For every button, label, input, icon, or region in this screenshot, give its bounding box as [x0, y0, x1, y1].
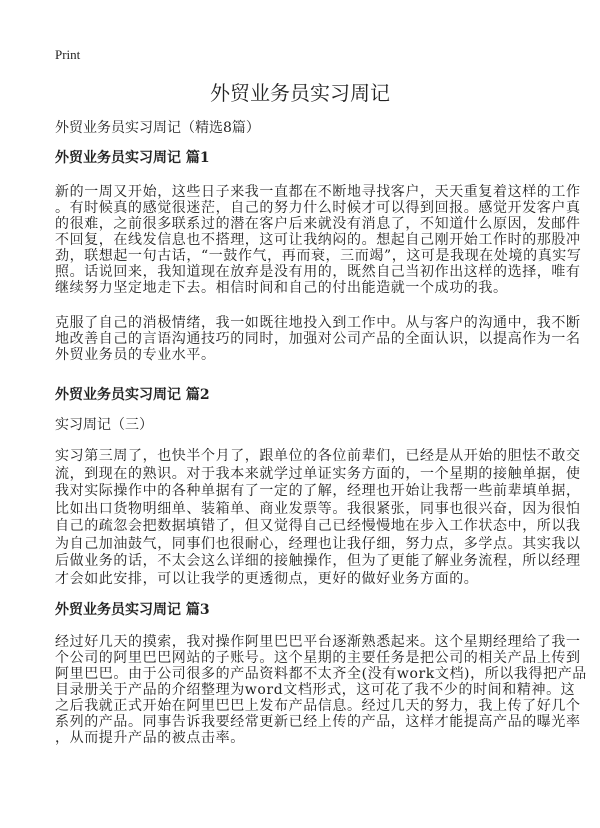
paragraph: [55, 448, 585, 588]
print-link[interactable]: Print: [55, 47, 81, 62]
paragraph-line: 劲，联想起一句古话，“一鼓作气，再而衰，三而竭”，这可是我现在处境的真实写: [55, 248, 582, 264]
paragraph-line: 经过好几天的摸索，我对操作阿里巴巴平台逐渐熟悉起来。这个星期经理给了我一: [55, 634, 581, 650]
document-subtitle: 外贸业务员实习周记（精选8篇）: [55, 120, 260, 136]
section-heading-3: 外贸业务员实习周记 篇3: [55, 602, 210, 618]
paragraph-line: 个公司的阿里巴巴网站的子账号。这个星期的主要任务是把公司的相关产品上传到: [55, 650, 581, 666]
paragraph-line: 不回复，在线发信息也不搭理，这可让我纳闷的。想起自己刚开始工作时的那股冲: [55, 232, 581, 248]
paragraph: [55, 634, 585, 746]
paragraph-line: 克服了自己的消极情绪，我一如既往地投入到工作中。从与客户的沟通中，我不断: [55, 315, 581, 331]
section-heading-2: 外贸业务员实习周记 篇2: [55, 387, 210, 403]
paragraph-line: 外贸业务员的专业水平。: [55, 347, 216, 363]
paragraph: [55, 315, 585, 363]
paragraph-line: 之后我就正式开始在阿里巴巴上发布产品信息。经过几天的努力，我上传了好几个: [55, 698, 581, 714]
paragraph-line: 继续努力坚定地走下去。相信时间和自己的付出能造就一个成功的我。: [55, 280, 508, 296]
paragraph-line: 的很难，之前很多联系过的潜在客户后来就没有消息了，不知道什么原因，发邮件: [55, 216, 581, 232]
paragraph-line: 地改善自己的言语沟通技巧的同时，加强对公司产品的全面认识，以提高作为一名: [55, 331, 581, 347]
paragraph-line: 后做业务的话，不太会这么详细的接触操作，但为了更能了解业务流程，所以经理: [55, 553, 581, 569]
paragraph-line: 自己的疏忽会把数据填错了，但又觉得自己已经慢慢地在步入工作状态中，所以我: [55, 518, 581, 534]
paragraph-line: 阿里巴巴。由于公司很多的产品资料都不太齐全(没有work文档)，所以我得把产品: [55, 666, 587, 682]
paragraph-line: 系列的产品。同事告诉我要经常更新已经上传的产品，这样才能提高产品的曝光率: [55, 714, 581, 730]
paragraph-line: 为自己加油鼓气，同事们也很耐心，经理也让我仔细，努力点，多学点。其实我以: [55, 535, 581, 552]
paragraph-line: 。有时候真的感觉很迷茫，自己的努力什么时候才可以得到回报。感觉开发客户真: [55, 200, 581, 216]
page-title: 外贸业务员实习周记: [210, 81, 390, 105]
paragraph-line: 流，到现在的熟识。对于我本来就学过单证实务方面的，一个星期的接触单据，使: [55, 465, 581, 482]
paragraph-line: 照。话说回来，我知道现在放弃是没有用的，既然自己当初作出这样的选择，唯有: [55, 264, 581, 280]
paragraph-line: 实习第三周了，也快半个月了，跟单位的各位前辈们，已经是从开始的胆怯不敢交: [55, 448, 581, 464]
paragraph-line: 目录册关于产品的介绍整理为word文档形式，这可花了我不少的时间和精神。这: [55, 682, 576, 698]
paragraph-line: 我对实际操作中的各种单据有了一定的了解，经理也开始让我帮一些前辈填单据，: [55, 483, 581, 499]
paragraph-line: 才会如此安排，可以让我学的更透彻点，更好的做好业务方面的。: [55, 570, 479, 587]
paragraph-line: 新的一周又开始，这些日子来我一直都在不断地寻找客户，天天重复着这样的工作: [55, 184, 581, 200]
section-subheading: 实习周记（三）: [55, 417, 153, 433]
section-heading-1: 外贸业务员实习周记 篇1: [55, 150, 210, 166]
paragraph: [55, 184, 585, 296]
paragraph-line: ，从而提升产品的被点击率。: [55, 730, 245, 746]
paragraph-line: 比如出口货物明细单、装箱单、商业发票等。我很紧张，同事也很兴奋，因为很怕: [55, 500, 581, 517]
